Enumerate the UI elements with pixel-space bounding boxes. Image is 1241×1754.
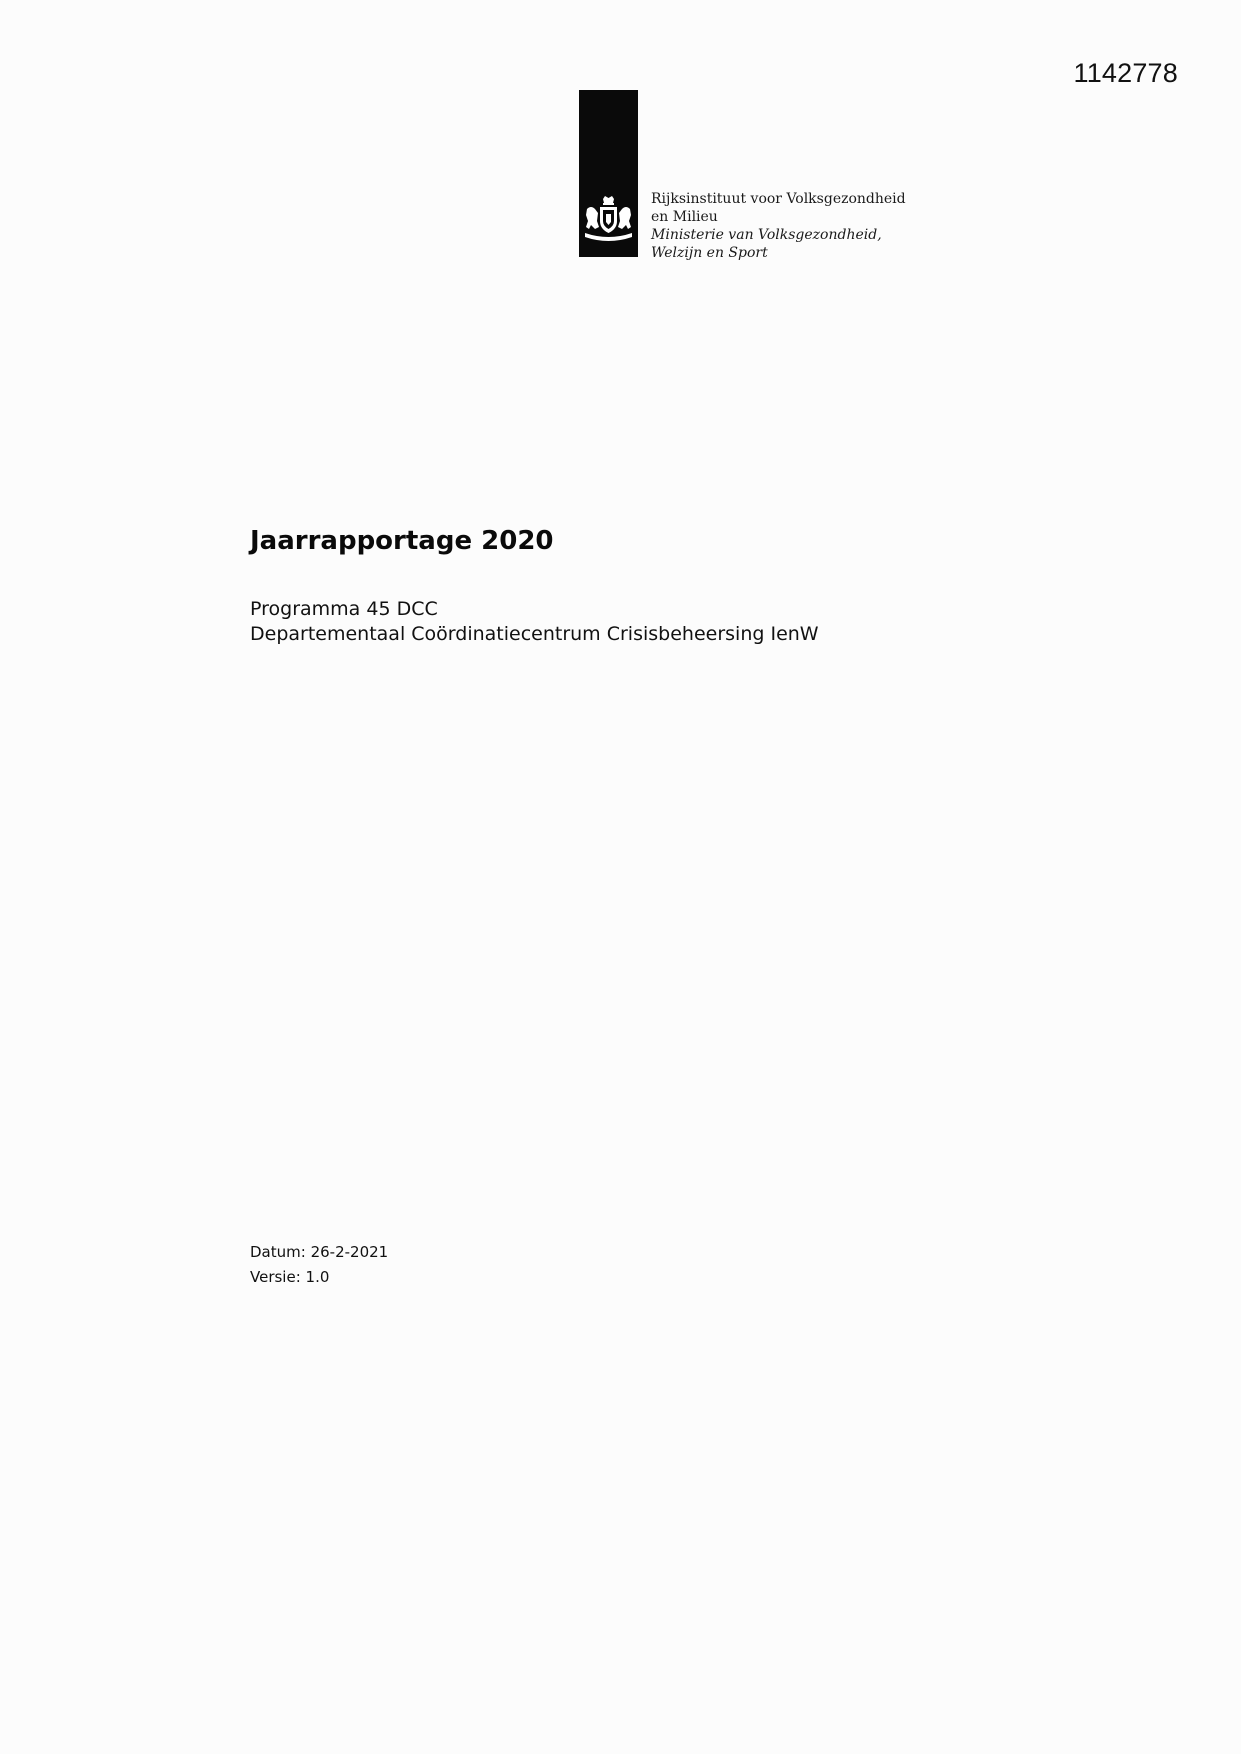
logo-text: [651, 190, 906, 262]
document-title: Jaarrapportage 2020: [250, 526, 554, 556]
document-meta: [250, 1240, 388, 1290]
document-number: 1142778: [1073, 58, 1178, 88]
ministry-name-line1: Ministerie van Volksgezondheid,: [651, 227, 882, 243]
document-subtitle: [250, 597, 819, 647]
institute-name-line1: Rijksinstituut voor Volksgezondheid: [651, 191, 906, 207]
ministry-name-line2: Welzijn en Sport: [651, 245, 768, 261]
subtitle-line1: Programma 45 DCC: [250, 598, 438, 620]
dutch-royal-coat-of-arms-icon: [581, 195, 636, 245]
document-date: Datum: 26-2-2021: [250, 1243, 389, 1261]
subtitle-line2: Departementaal Coördinatiecentrum Crisisbeheersing IenW: [250, 623, 819, 645]
institute-name-line2: en Milieu: [651, 209, 718, 225]
rijksoverheid-logo-bar: [579, 90, 638, 257]
document-version: Versie: 1.0: [250, 1268, 330, 1286]
